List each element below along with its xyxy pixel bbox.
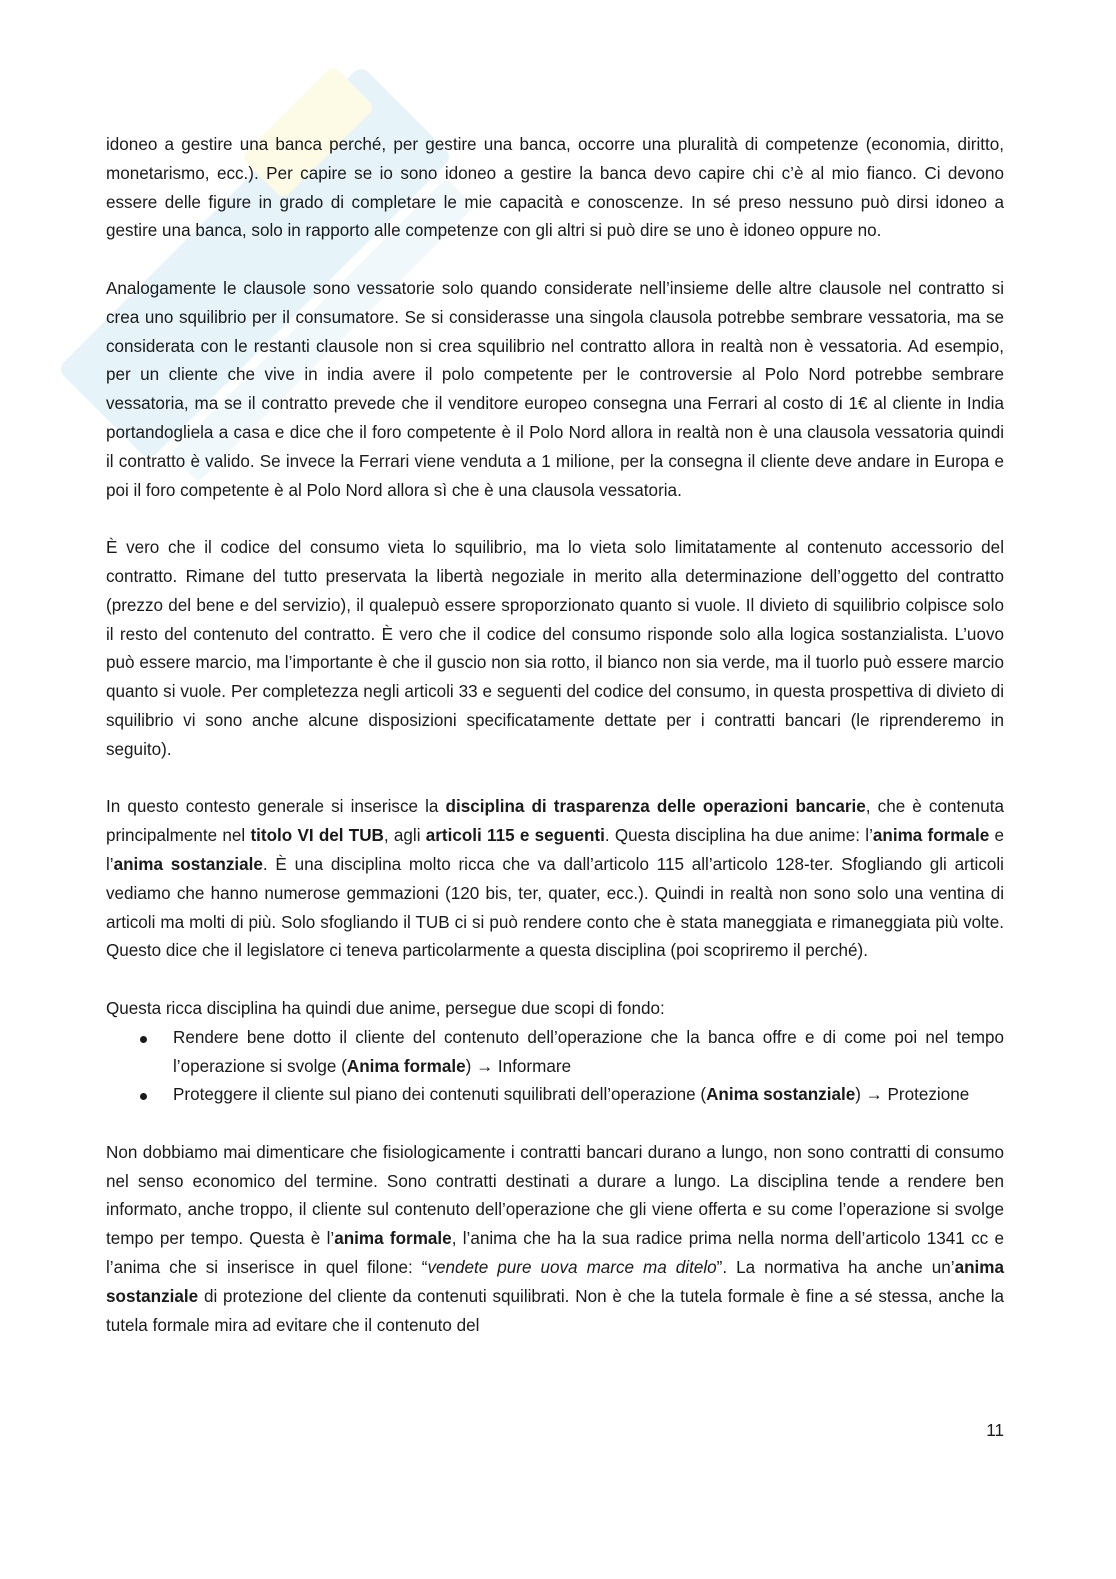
bullet-icon	[140, 1093, 147, 1100]
paragraph-6: Non dobbiamo mai dimenticare che fisiologicamente i contratti bancari durano a lungo, non sono contratti di consumo nel senso economico del termine. Sono contratti destinati a durare a lungo. La disciplina tende a rendere ben informato, anche troppo, il cliente sul contenuto dell’operazione che gli viene offerta e su come l’operazione si svolge tempo per tempo. Questa è l’anima formale, l’anima che ha la sua radice prima nella norma dell’articolo 1341 cc e l’anima che si inserisce in quel filone: “vendete pure uova marce ma ditelo”. La normativa ha anche un’anima sostanziale di protezione del cliente da contenuti squilibrati. Non è che la tutela formale è fine a sé stessa, anche la tutela formale mira ad evitare che il contenuto del	[106, 1142, 1004, 1335]
list-item: Proteggere il cliente sul piano dei contenuti squilibrati dell’operazione (Anima sostanziale) → Protezione	[106, 1081, 1004, 1110]
document-body	[106, 131, 1004, 1340]
paragraph-4: In questo contesto generale si inserisce la disciplina di trasparenza delle operazioni bancarie, che è contenuta principalmente nel titolo VI del TUB, agli articoli 115 e seguenti. Questa disciplina ha due anime: l’anima formale e l’anima sostanziale. È una disciplina molto ricca che va dall’articolo 115 all’articolo 128-ter. Sfogliando gli articoli vediamo che hanno numerose gemmazioni (120 bis, ter, quater, ecc.). Quindi in realtà non sono solo una ventina di articoli ma molti di più. Solo sfogliando il TUB ci si può rendere conto che è stata maneggiata e rimaneggiata più volte. Questo dice che il legislatore ci teneva particolarmente a questa disciplina (poi scopriremo il perché).	[106, 797, 1005, 961]
list-item: Rendere bene dotto il cliente del contenuto dell’operazione che la banca offre e di come poi nel tempo l’operazione si svolge (Anima formale) → Informare	[106, 1024, 1004, 1082]
paragraph-1: idoneo a gestire una banca perché, per gestire una banca, occorre una pluralità di competenze (economia, diritto, monetarismo, ecc.). Per capire se io sono idoneo a gestire la banca devo capire chi c’è al mio fianco. Ci devono essere delle figure in grado di completare le mie capacità e conoscenze. In sé preso nessuno può dirsi idoneo a gestire una banca, solo in rapporto alle competenze con gli altri si può dire se uno è idoneo oppure no.	[106, 135, 1004, 241]
page-number: 11	[986, 1421, 1004, 1440]
paragraph-3: È vero che il codice del consumo vieta lo squilibrio, ma lo vieta solo limitatamente al contenuto accessorio del contratto. Rimane del tutto preservata la libertà negoziale in merito alla determinazione dell’oggetto del contratto (prezzo del bene e del servizio), il qualepuò essere sproporzionato quanto si vuole. Il divieto di squilibrio colpisce solo il resto del contenuto del contratto. È vero che il codice del consumo risponde solo alla logica sostanzialista. L’uovo può essere marcio, ma l’importante è che il guscio non sia rotto, il bianco non sia verde, ma il tuorlo può essere marcio quanto si vuole. Per completezza negli articoli 33 e seguenti del codice del consumo, in questa prospettiva di divieto di squilibrio vi sono anche alcune disposizioni specificatamente dettate per i contratti bancari (le riprenderemo in seguito).	[106, 538, 1004, 759]
bullet-list	[106, 1024, 1004, 1110]
bullet-icon	[140, 1036, 147, 1043]
paragraph-2: Analogamente le clausole sono vessatorie solo quando considerate nell’insieme delle altre clausole nel contratto si crea uno squilibrio per il consumatore. Se si considerasse una singola clausola potrebbe sembrare vessatoria, ma se considerata con le restanti clausole non si crea squilibrio nel contratto allora in realtà non è vessatoria. Ad esempio, per un cliente che vive in india avere il polo competente per le controversie al Polo Nord potrebbe sembrare vessatoria, ma se il contratto prevede che il venditore europeo consegna una Ferrari al costo di 1€ al cliente in India portandogliela a casa e dice che il foro competente è il Polo Nord allora in realtà non è una clausola vessatoria quindi il contratto è valido. Se invece la Ferrari viene venduta a 1 milione, per la consegna il cliente deve andare in Europa e poi il foro competente è al Polo Nord allora sì che è una clausola vessatoria.	[106, 278, 1004, 500]
paragraph-5-intro: Questa ricca disciplina ha quindi due anime, persegue due scopi di fondo:	[106, 998, 665, 1018]
